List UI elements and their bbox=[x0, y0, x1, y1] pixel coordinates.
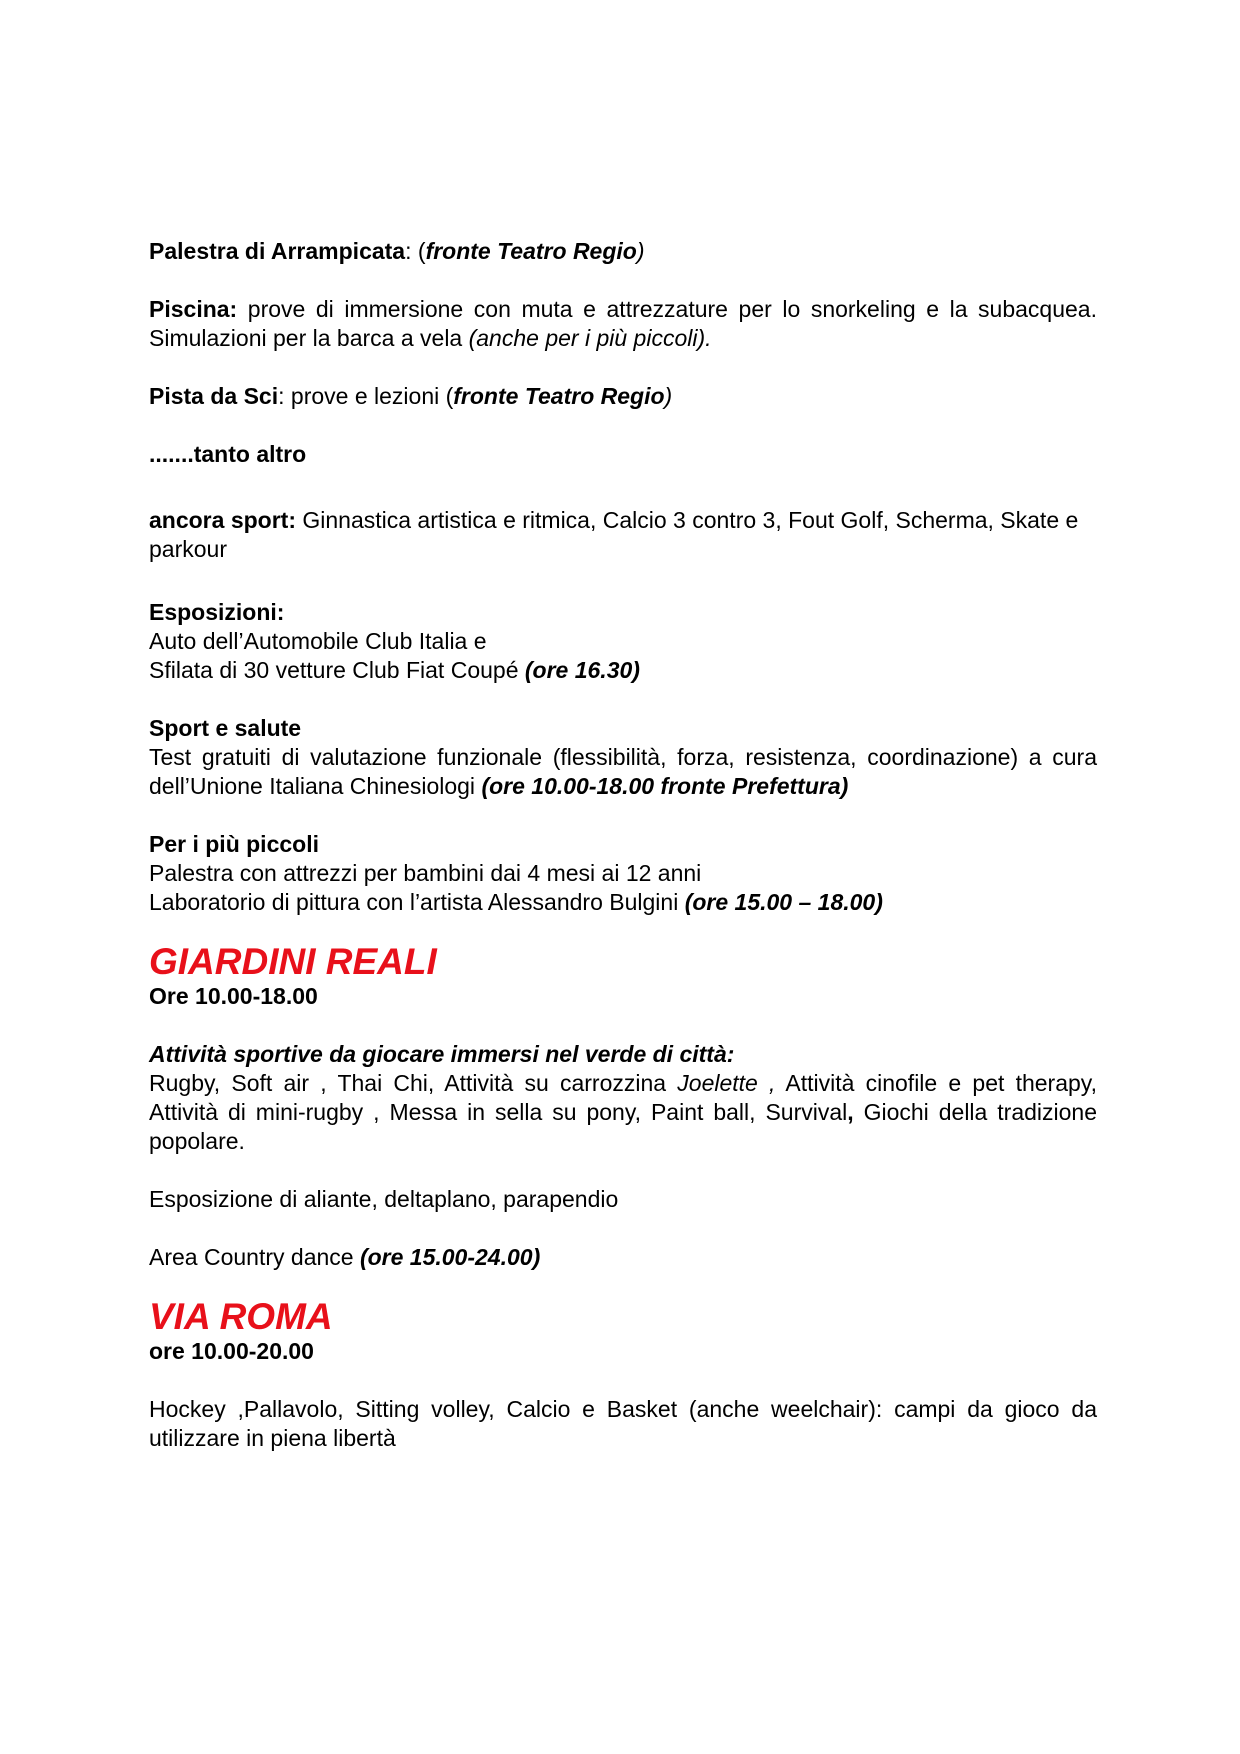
piccoli-title-text: Per i più piccoli bbox=[149, 831, 319, 857]
esposizioni-line2-text: Sfilata di 30 vetture Club Fiat Coupé bbox=[149, 657, 525, 683]
pista-label: Pista da Sci bbox=[149, 383, 279, 409]
giardini-activities-title-text: Attività sportive da giocare immersi nel verde di città: bbox=[149, 1041, 735, 1067]
via-roma-text: Hockey ,Pallavolo, Sitting volley, Calcio e Basket (anche weelchair): campi da gioco da utilizzare in piena libertà bbox=[149, 1396, 1097, 1451]
pista-close: ) bbox=[664, 383, 673, 409]
esposizioni-line2 bbox=[149, 656, 1097, 685]
tanto-altro bbox=[149, 440, 1097, 469]
via-roma-hours bbox=[149, 1337, 1097, 1366]
pista-location: fronte Teatro Regio bbox=[453, 383, 665, 409]
sport-salute-title-text: Sport e salute bbox=[149, 715, 302, 741]
sport-salute-title bbox=[149, 714, 1097, 743]
giardini-activities bbox=[149, 1069, 1097, 1156]
esposizioni-time: (ore 16.30) bbox=[524, 657, 640, 683]
pista-paragraph bbox=[149, 382, 1097, 411]
giardini-country-text: Area Country dance bbox=[149, 1244, 360, 1270]
giardini-hours-text: Ore 10.00-18.00 bbox=[149, 983, 318, 1009]
esposizioni-title-text: Esposizioni: bbox=[149, 599, 285, 625]
palestra-label: Palestra di Arrampicata bbox=[149, 238, 406, 264]
giardini-esposizione: Esposizione di aliante, deltaplano, parapendio bbox=[149, 1186, 619, 1212]
sport-salute-paragraph bbox=[149, 743, 1097, 801]
sport-salute-time: (ore 10.00-18.00 fronte Prefettura) bbox=[481, 773, 849, 799]
piscina-label: Piscina: bbox=[149, 296, 238, 322]
giardini-activities-title bbox=[149, 1040, 1097, 1069]
palestra-close: ) bbox=[636, 238, 645, 264]
giardini-country-time: (ore 15.00-24.00) bbox=[359, 1244, 541, 1270]
piscina-text: prove di immersione con muta e attrezzature per lo snorkeling e la subacquea. Simulazioni per la barca a vela bbox=[149, 296, 1097, 351]
giardini-activities-a: Rugby, Soft air , Thai Chi, Attività su carrozzina bbox=[149, 1070, 678, 1096]
pista-colon: : bbox=[278, 383, 285, 409]
giardini-hours bbox=[149, 982, 1097, 1011]
esposizioni-title bbox=[149, 598, 1097, 627]
giardini-title: GIARDINI REALI bbox=[149, 941, 437, 982]
tanto-altro-text: .......tanto altro bbox=[149, 441, 307, 467]
palestra-paragraph bbox=[149, 237, 1097, 266]
ancora-sport-paragraph bbox=[149, 506, 1097, 564]
giardini-activities-comma: , bbox=[847, 1099, 854, 1125]
document-body bbox=[149, 237, 1097, 1453]
ancora-sport-text: Ginnastica artistica e ritmica, Calcio 3 contro 3, Fout Golf, Scherma, Skate e parkour bbox=[149, 507, 1079, 562]
giardini-activities-c: Giochi della tradizione popolare. bbox=[149, 1099, 1097, 1154]
giardini-activities-joelette: Joelette , bbox=[677, 1070, 776, 1096]
piccoli-time: (ore 15.00 – 18.00) bbox=[684, 889, 883, 915]
piscina-paragraph bbox=[149, 295, 1097, 353]
pista-text: prove e lezioni ( bbox=[284, 383, 454, 409]
via-roma-hours-text: ore 10.00-20.00 bbox=[149, 1338, 314, 1364]
palestra-location: fronte Teatro Regio bbox=[425, 238, 637, 264]
giardini-activities-b: Attività cinofile e pet therapy, Attività di mini-rugby , Messa in sella su pony, Paint ball, Survival bbox=[149, 1070, 1097, 1125]
esposizioni-line1: Auto dell’Automobile Club Italia e bbox=[149, 628, 487, 654]
ancora-sport-label: ancora sport: bbox=[149, 507, 296, 533]
piccoli-line2-text: Laboratorio di pittura con l’artista Alessandro Bulgini bbox=[149, 889, 685, 915]
piccoli-line1: Palestra con attrezzi per bambini dai 4 mesi ai 12 anni bbox=[149, 860, 702, 886]
piccoli-title bbox=[149, 830, 1097, 859]
via-roma-title: VIA ROMA bbox=[149, 1296, 333, 1337]
sport-salute-text: Test gratuiti di valutazione funzionale (flessibilità, forza, resistenza, coordinazione) a cura dell’Unione Italiana Chinesiologi bbox=[149, 744, 1097, 799]
palestra-colon: : ( bbox=[405, 238, 426, 264]
giardini-country bbox=[149, 1243, 1097, 1272]
piscina-note: (anche per i più piccoli). bbox=[468, 325, 712, 351]
piccoli-line2 bbox=[149, 888, 1097, 917]
